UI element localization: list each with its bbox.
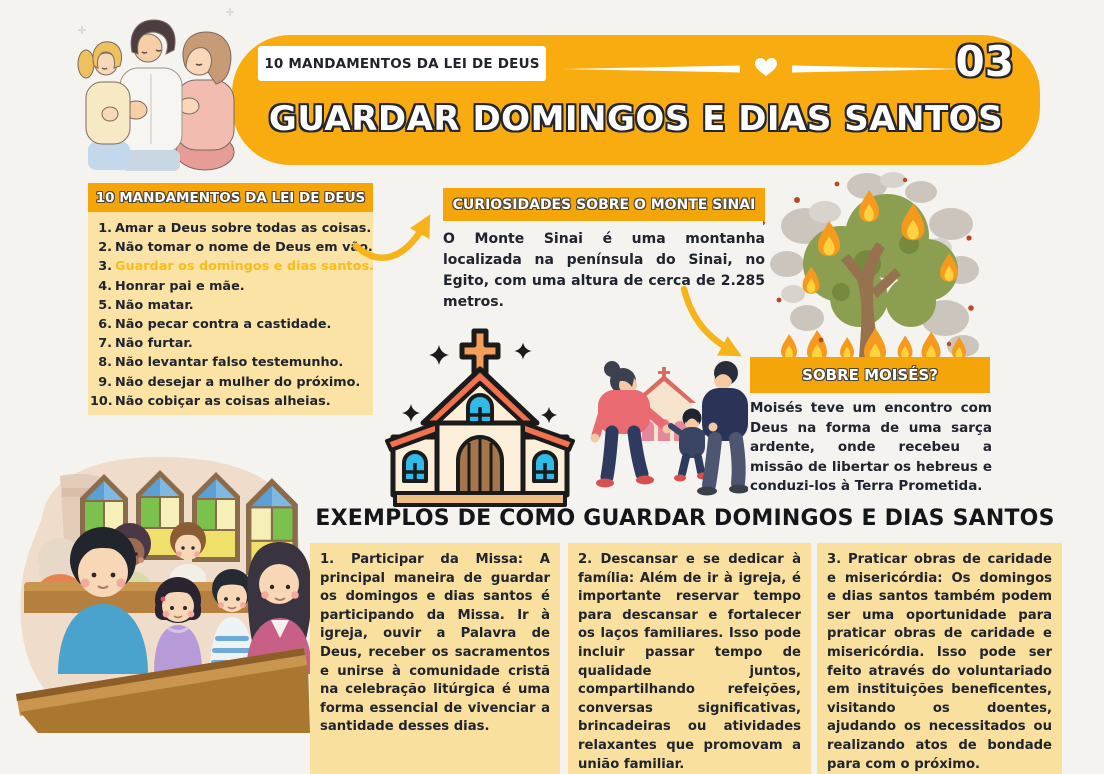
list-item: 8. Não levantar falso testemunho. xyxy=(98,355,344,371)
walking-family-illustration xyxy=(574,357,748,507)
examples-heading: EXEMPLOS DE COMO GUARDAR DOMINGOS E DIAS SANTOS xyxy=(315,506,1055,531)
list-item: 1. Amar a Deus sobre todas as coisas. xyxy=(98,221,372,236)
congregation-illustration xyxy=(8,448,310,733)
top-banner xyxy=(232,35,1040,165)
list-item: 4. Honrar pai e mãe. xyxy=(98,278,245,294)
arrow-to-sinai-icon xyxy=(352,200,447,272)
list-item: 6. Não pecar contra a castidade. xyxy=(98,317,332,333)
banner-tag-label: 10 MANDAMENTOS DA LEI DE DEUS xyxy=(264,55,540,72)
moises-header xyxy=(750,357,990,393)
heart-divider xyxy=(562,57,968,81)
list-item: 5. Não matar. xyxy=(98,297,194,313)
praying-family-illustration xyxy=(58,2,246,172)
example-column-2: 2. Descansar e se dedicar à família: Além de ir à igreja, é importante reservar tempo para descansar e fortalecer os laços familiares. Isso pode incluir passar tempo de qualidade juntos, compartilhando refeições, conversas significativas, brincadeiras ou atividades relaxantes que promovam a união familiar. xyxy=(568,543,811,774)
moises-body: Moisés teve um encontro com Deus na forma de uma sarça ardente, onde recebeu a missão de libertar os hebreus e conduzi-los à Terra Prometida. xyxy=(750,400,992,494)
banner-tag xyxy=(258,46,546,81)
burning-bush-illustration xyxy=(763,168,981,360)
example-column-1: 1. Participar da Missa: A principal maneira de guardar os domingos e dias santos é participando da Missa. Ir à igreja, ouvir a Palavra de Deus, receber os sacramentos e unirse à comunidade cristã na celebração litúrgica é uma forma essencial de vivenciar a santidade desses dias. xyxy=(310,543,560,774)
page-title: GUARDAR DOMINGOS E DIAS SANTOS xyxy=(268,99,1004,139)
heart-icon xyxy=(755,58,777,76)
list-item: 9. Não desejar a mulher do próximo. xyxy=(98,374,361,390)
commandments-header xyxy=(88,183,373,212)
example-column-3: 3. Praticar obras de caridade e misericórdia: Os domingos e dias santos também podem ser uma oportunidade para praticar obras de caridade e misericórdia. Isso pode ser feito através do voluntariado em instituições beneficentes, visitando os doentes, ajudando os necessitados ou realizando atos de bondade para com o próximo. xyxy=(817,543,1062,774)
commandments-list xyxy=(88,212,373,415)
list-item: 7. Não furtar. xyxy=(98,336,193,352)
moises-header-label: SOBRE MOISÉS? xyxy=(802,366,938,384)
page-number: 03 xyxy=(955,37,1014,86)
sinai-header-label: CURIOSIDADES SOBRE O MONTE SINAI xyxy=(452,196,756,213)
church-illustration xyxy=(385,323,575,510)
list-item: 2. Não tomar o nome de Deus em vão. xyxy=(98,240,373,256)
sinai-body: O Monte Sinai é uma montanha localizada na península do Sinai, no Egito, com uma altura de cerca de 2.285 metros. xyxy=(443,231,765,310)
arrow-to-moises-icon xyxy=(674,286,754,368)
sinai-header xyxy=(443,188,765,221)
list-item-highlighted: 3. Guardar os domingos e dias santos. xyxy=(98,259,374,275)
list-item: 10. Não cobiçar as coisas alheias. xyxy=(90,393,331,409)
commandments-header-label: 10 MANDAMENTOS DA LEI DE DEUS xyxy=(95,189,366,206)
